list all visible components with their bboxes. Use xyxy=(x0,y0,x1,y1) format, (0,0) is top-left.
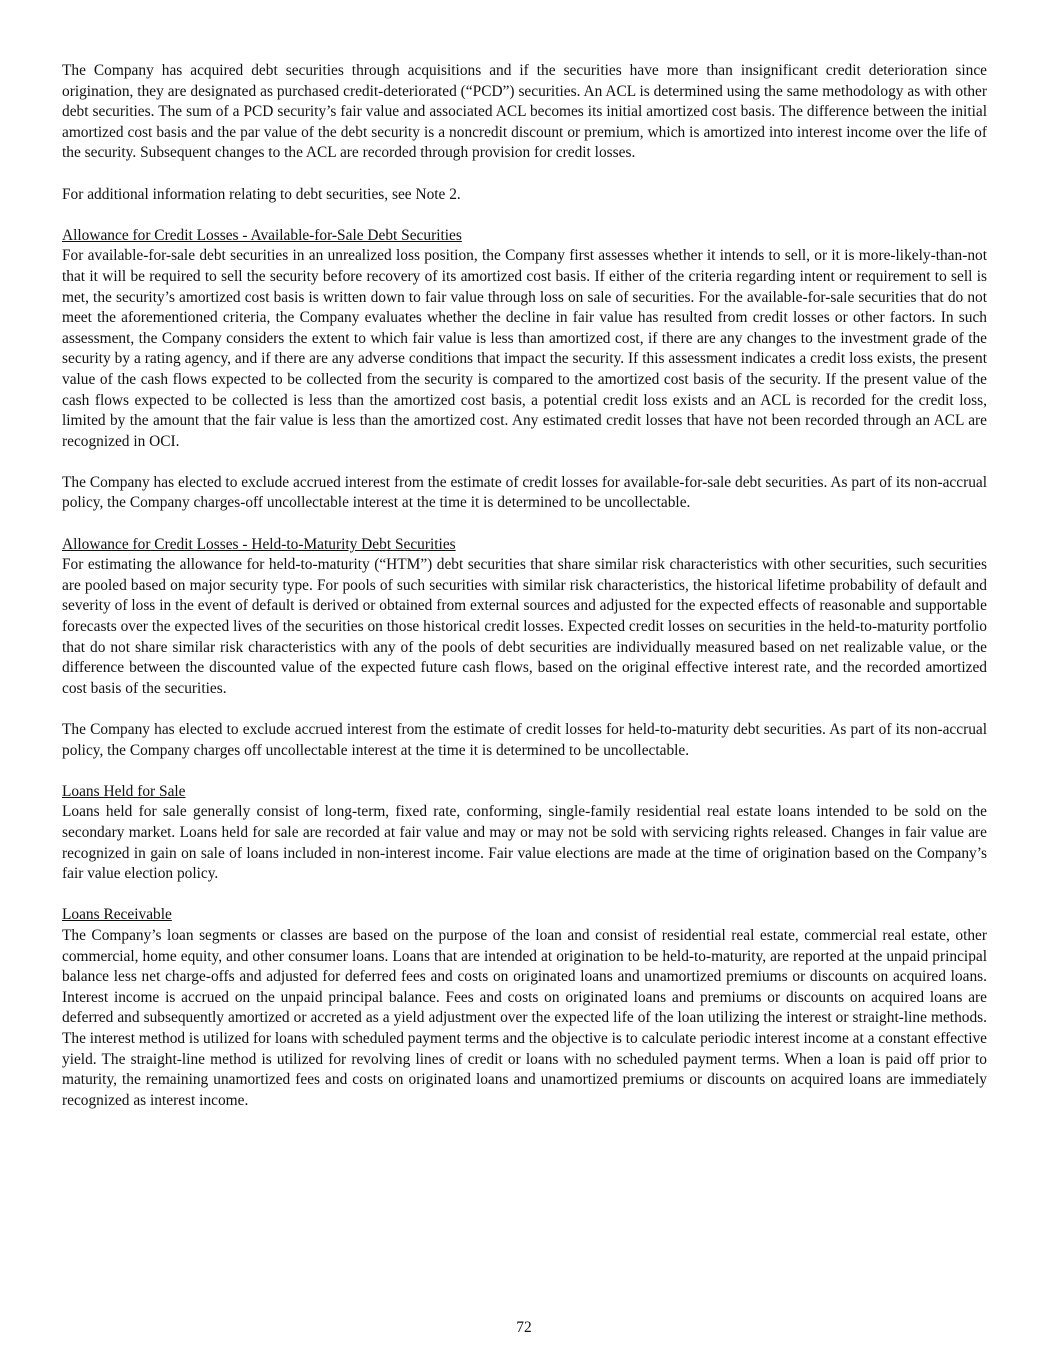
paragraph-text: Loans held for sale generally consist of long-term, fixed rate, conforming, single-family residential real estate loans intended to be sold on the secondary market. Loans held for sale are recorded at fair value and may or may not be sold with servicing rights released. Changes in fair value are recognized in gain on sale of loans included in non-interest income. Fair value elections are made at the time of origination based on the Company’s fair value election policy. xyxy=(62,803,987,883)
paragraph-afs-accrued-interest xyxy=(62,473,987,514)
section-acl-held-to-maturity xyxy=(62,535,987,700)
paragraph-text: The Company has elected to exclude accrued interest from the estimate of credit losses for available-for-sale debt securities. As part of its non-accrual policy, the Company charges-off uncollectable interest at the time it is determined to be uncollectable. xyxy=(62,473,987,512)
paragraph-htm-accrued-interest xyxy=(62,720,987,761)
section-loans-held-for-sale xyxy=(62,782,987,885)
paragraph-pcd-securities xyxy=(62,61,987,164)
paragraph-text: The Company has elected to exclude accrued interest from the estimate of credit losses for held-to-maturity debt securities. As part of its non-accrual policy, the Company charges off uncollectable interest at the time it is determined to be uncollectable. xyxy=(62,721,987,759)
paragraph-text: The Company’s loan segments or classes are based on the purpose of the loan and consist of residential real estate, commercial real estate, other commercial, home equity, and other consumer loans. Loans that are intended at origination to be held-to-maturity, are reported at the unpaid principal balance less net charge-offs and adjusted for deferred fees and costs on originated loans and unamortized premiums or discounts on acquired loans. Interest income is accrued on the unpaid principal balance. Fees and costs on originated loans and premiums or discounts on acquired loans are deferred and subsequently amortized or accreted as a yield adjustment over the expected life of the loan utilizing the interest or straight-line methods. The interest method is utilized for loans with scheduled payment terms and the objective is to calculate periodic interest income at a constant effective yield. The straight-line method is utilized for revolving lines of credit or loans with no scheduled payment terms. When a loan is paid off prior to maturity, the remaining unamortized fees and costs on originated loans and unamortized premiums or discounts on acquired loans are immediately recognized as interest income. xyxy=(62,926,987,1109)
section-heading: Loans Receivable xyxy=(62,906,172,924)
section-loans-receivable xyxy=(62,905,987,1111)
paragraph-note-2-reference xyxy=(62,185,987,206)
section-heading: Loans Held for Sale xyxy=(62,782,186,800)
section-heading: Allowance for Credit Losses - Held-to-Maturity Debt Securities xyxy=(62,535,456,553)
document-page xyxy=(62,61,987,1132)
section-acl-available-for-sale xyxy=(62,226,987,453)
section-heading: Allowance for Credit Losses - Available-for-Sale Debt Securities xyxy=(62,226,462,244)
paragraph-text: For estimating the allowance for held-to-maturity (“HTM”) debt securities that share similar risk characteristics with other securities, such securities are pooled based on major security type. For pools of such securities with similar risk characteristics, the historical lifetime probability of default and severity of loss in the event of default is derived or obtained from external sources and adjusted for the expected effects of reasonable and supportable forecasts over the expected lives of the securities on those historical credit losses. Expected credit losses on securities in the held-to-maturity portfolio that do not share similar risk characteristics with any of the pools of debt securities are individually measured based on net realizable value, or the difference between the discounted value of the expected future cash flows, based on the original effective interest rate, and the recorded amortized cost basis of the securities. xyxy=(62,556,987,697)
paragraph-text: For additional information relating to debt securities, see Note 2. xyxy=(62,185,461,203)
paragraph-text: For available-for-sale debt securities in an unrealized loss position, the Company first assesses whether it intends to sell, or it is more-likely-than-not that it will be required to sell the security before recovery of its amortized cost basis. If either of the criteria regarding intent or requirement to sell is met, the security’s amortized cost basis is written down to fair value through loss on sale of securities. For the available-for-sale securities that do not meet the aforementioned criteria, the Company evaluates whether the decline in fair value has resulted from credit losses or other factors. In such assessment, the Company considers the extent to which fair value is less than amortized cost, if there are any changes to the investment grade of the security by a rating agency, and if there are any adverse conditions that impact the security. If this assessment indicates a credit loss exists, the present value of the cash flows expected to be collected from the security is compared to the amortized cost basis of the security. If the present value of the cash flows expected to be collected is less than the amortized cost basis, a potential credit loss exists and an ACL is recorded for the credit loss, limited by the amount that the fair value is less than the amortized cost. Any estimated credit losses that have not been recorded through an ACL are recognized in OCI. xyxy=(62,247,987,450)
paragraph-text: The Company has acquired debt securities through acquisitions and if the securities have more than insignificant credit deterioration since origination, they are designated as purchased credit-deteriorated (“PCD”) securities. An ACL is determined using the same methodology as with other debt securities. The sum of a PCD security’s fair value and associated ACL becomes its initial amortized cost basis. The difference between the initial amortized cost basis and the par value of the debt security is a noncredit discount or premium, which is amortized into interest income over the life of the security. Subsequent changes to the ACL are recorded through provision for credit losses. xyxy=(62,62,987,162)
page-number: 72 xyxy=(516,1319,532,1336)
